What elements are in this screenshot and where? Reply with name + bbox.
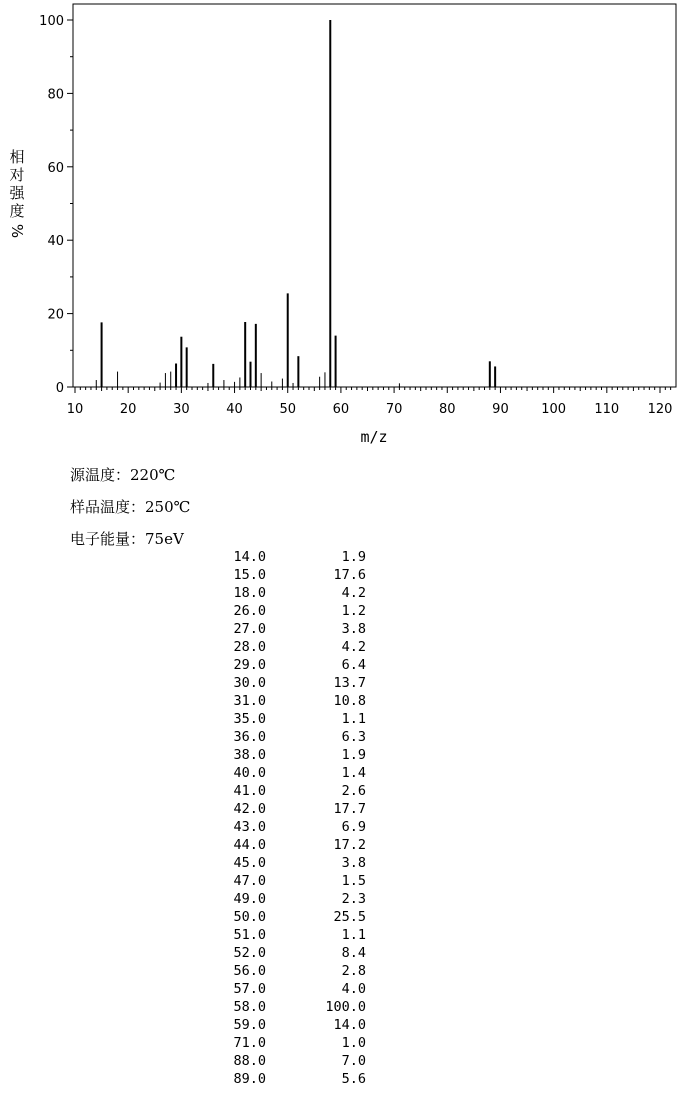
- y-axis-label-text: [6, 148, 28, 220]
- relative-intensity-value: 7.0: [341, 1053, 366, 1069]
- x-tick-label: 80: [438, 402, 456, 417]
- relative-intensity-value: 2.8: [341, 963, 366, 979]
- y-tick-label: 0: [55, 381, 64, 396]
- y-axis-label-char: 度: [9, 202, 25, 220]
- relative-intensity-value: 100.0: [325, 999, 366, 1015]
- y-tick-label: 40: [47, 234, 64, 250]
- relative-intensity-value: 5.6: [341, 1071, 366, 1087]
- relative-intensity-value: 4.2: [341, 585, 366, 601]
- mz-value: 88.0: [233, 1053, 266, 1069]
- relative-intensity-value: 4.0: [341, 981, 366, 997]
- mz-value: 49.0: [233, 891, 266, 907]
- y-tick-label: 100: [39, 14, 64, 29]
- relative-intensity-value: 2.3: [341, 891, 366, 907]
- mz-value: 59.0: [233, 1017, 266, 1033]
- x-tick-label: 50: [279, 402, 297, 417]
- electron-energy: 电子能量：75eV: [70, 530, 184, 548]
- experiment-conditions: [70, 464, 190, 560]
- relative-intensity-value: 1.2: [341, 603, 366, 619]
- y-axis-label-char: 相: [9, 148, 25, 166]
- x-tick-label: 100: [541, 402, 567, 417]
- mz-value: 28.0: [233, 639, 266, 655]
- mz-value: 26.0: [233, 603, 266, 619]
- x-axis-label: m/z: [360, 428, 388, 446]
- x-tick-label: 90: [492, 402, 509, 417]
- relative-intensity-value: 13.7: [333, 675, 366, 691]
- mz-value: 56.0: [233, 963, 266, 979]
- relative-intensity-value: 8.4: [341, 945, 366, 961]
- mz-value: 40.0: [233, 765, 266, 781]
- y-axis-label-char: 强: [9, 184, 25, 202]
- mz-value: 51.0: [233, 927, 266, 943]
- mz-value: 29.0: [233, 657, 266, 673]
- plot-frame: [73, 4, 676, 387]
- relative-intensity-value: 3.8: [341, 855, 366, 871]
- relative-intensity-value: 1.9: [341, 549, 366, 565]
- relative-intensity-value: 14.0: [333, 1017, 366, 1033]
- relative-intensity-value: 3.8: [341, 621, 366, 637]
- mz-value: 71.0: [233, 1035, 266, 1051]
- relative-intensity-value: 17.7: [333, 801, 366, 817]
- relative-intensity-value: 10.8: [333, 693, 366, 709]
- y-tick-label: 60: [47, 160, 64, 176]
- relative-intensity-value: 6.3: [341, 729, 366, 745]
- relative-intensity-value: 1.4: [341, 765, 366, 781]
- y-axis-label-char: 对: [9, 166, 25, 184]
- x-tick-label: 70: [385, 402, 403, 417]
- y-tick-label: 20: [47, 307, 64, 323]
- mz-value: 44.0: [233, 837, 266, 853]
- x-tick-label: 30: [173, 402, 190, 417]
- mz-value: 14.0: [233, 549, 266, 565]
- x-tick-label: 60: [332, 402, 350, 417]
- relative-intensity-value: 17.6: [333, 567, 366, 583]
- mz-value: 15.0: [233, 567, 266, 583]
- mz-value: 45.0: [233, 855, 266, 871]
- mz-value: 38.0: [233, 747, 266, 763]
- mz-value: 58.0: [233, 999, 266, 1015]
- mz-value: 43.0: [233, 819, 266, 835]
- relative-intensity-value: 1.1: [341, 927, 366, 943]
- mz-value: 89.0: [233, 1071, 266, 1087]
- relative-intensity-value: 1.0: [341, 1035, 366, 1051]
- mz-value: 47.0: [233, 873, 266, 889]
- x-axis-ticks: [67, 387, 673, 417]
- y-axis-ticks: [39, 14, 73, 396]
- relative-intensity-value: 2.6: [341, 783, 366, 799]
- source-temperature: 源温度：220℃: [70, 466, 176, 484]
- spectrum-peaks: [96, 20, 495, 387]
- mass-spectrum-chart: [0, 0, 680, 450]
- relative-intensity-value: 1.5: [341, 873, 366, 889]
- x-tick-label: 40: [226, 402, 243, 417]
- mz-value: 50.0: [233, 909, 266, 925]
- mz-value: 27.0: [233, 621, 266, 637]
- x-tick-label: 120: [647, 402, 673, 417]
- relative-intensity-value: 1.9: [341, 747, 366, 763]
- y-axis-unit: %: [8, 223, 26, 239]
- relative-intensity-value: 4.2: [341, 639, 366, 655]
- y-axis-label: [6, 148, 28, 240]
- mz-value: 41.0: [233, 783, 266, 799]
- relative-intensity-value: 6.4: [341, 657, 366, 673]
- mz-value: 18.0: [233, 585, 266, 601]
- mz-value: 36.0: [233, 729, 266, 745]
- y-tick-label: 80: [47, 87, 64, 103]
- relative-intensity-value: 6.9: [341, 819, 366, 835]
- x-tick-label: 10: [66, 402, 84, 417]
- x-tick-label: 20: [119, 402, 137, 417]
- mz-value: 30.0: [233, 675, 266, 691]
- mz-value: 52.0: [233, 945, 266, 961]
- mz-value: 57.0: [233, 981, 266, 997]
- relative-intensity-value: 17.2: [333, 837, 366, 853]
- sample-temperature: 样品温度：250℃: [70, 498, 191, 516]
- relative-intensity-value: 1.1: [341, 711, 366, 727]
- mz-value: 35.0: [233, 711, 266, 727]
- relative-intensity-value: 25.5: [333, 909, 366, 925]
- mz-value: 31.0: [233, 693, 266, 709]
- x-tick-label: 110: [594, 402, 620, 417]
- mz-value: 42.0: [233, 801, 266, 817]
